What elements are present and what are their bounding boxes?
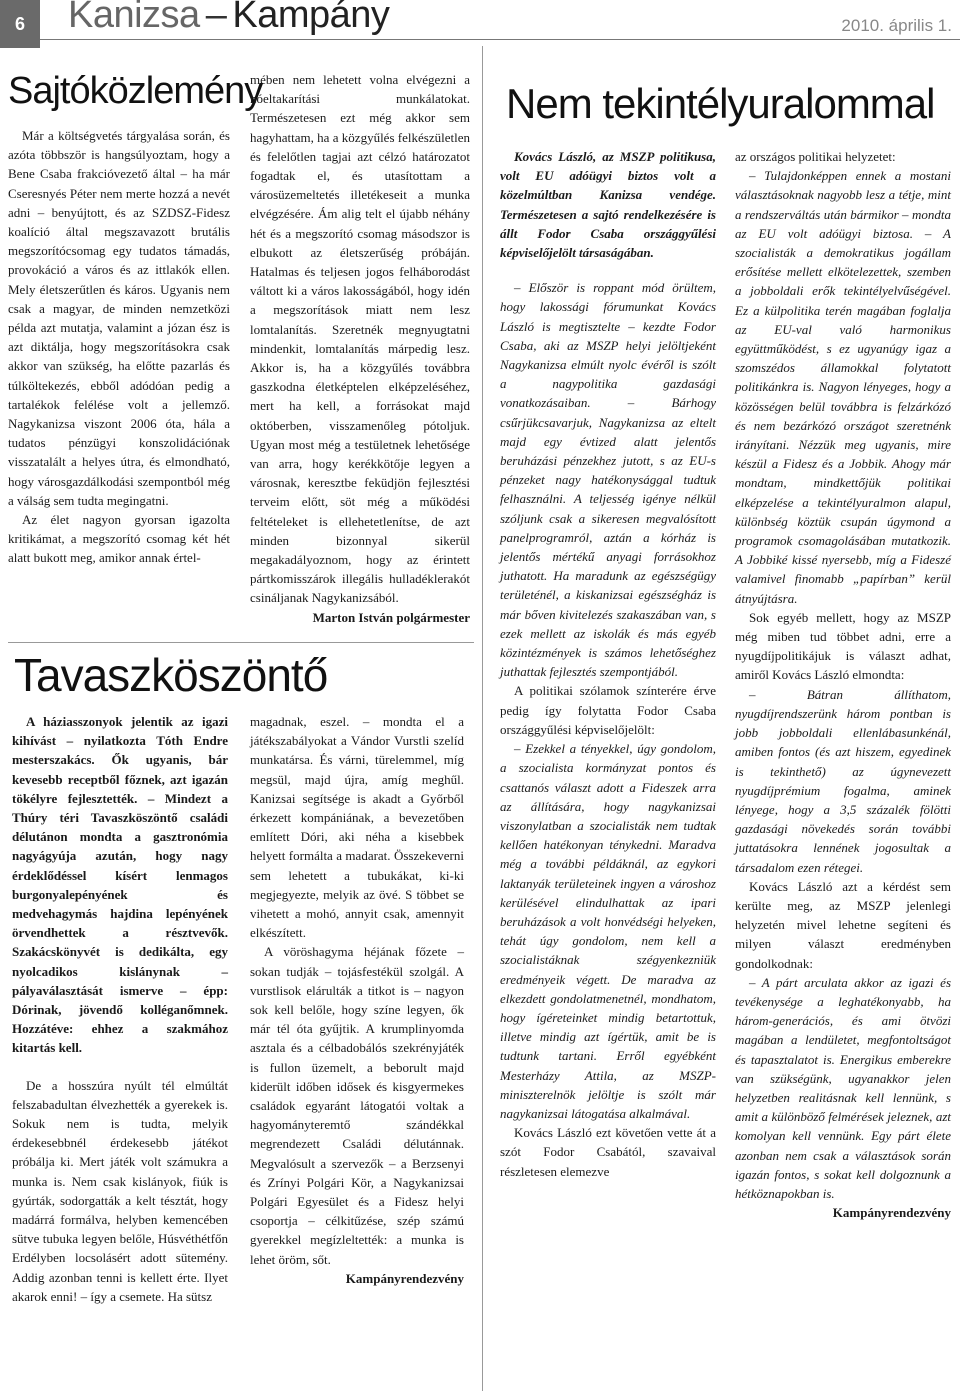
header-rule <box>40 39 960 40</box>
interview-lead: Kovács László, az MSZP politikusa, volt EU adóügyi biztos volt a közelmúltban Kanizsa vendége. Természetesen a sajtó rendelkezésére is állt Fodor Csaba országgyűlési képviselőjelölt társaságában. <box>500 149 716 261</box>
spring-event-paragraph: magadnak, eszel. – mondta el a játékszabályokat a Vándor Vurstli szelíd munkatársa. És várni, türelemmel, míg megsül, majd újra, amíg meghűl. Kanizsai segítsége is akadt a Győrből érkezett kompániának, a bevezetőben említett Dóri, aki néha a kisebbek helyett formálta a madarat. Összekeverni sem lehetett a tubukákat, ki-ki megjegyezte, melyik az övé. S többet se vihetett a mohó, annyit csak, amennyit elkészített. <box>250 714 464 941</box>
press-release-paragraph: mében nem lehetett volna elvégezni a hóeltakarítási munkálatokat. Természetesen ezt még akkor sem hagyhattam, ha a közgyűlés felkészületlen és felelőtlen tagjai azt célzó határozatot fogadtak el, és utasítottam a városüzemeltetés illetékeseit a munka elvégzésére. Ám alig telt el újabb néhány hét és a megszorító csomag másodszor is elbukott az életszerűség próbáján. Hatalmas és teljesen jogos felháborodást váltott ki a város lakosságából, hogy idén a megszorítások miatt nem lesz lomtalanítás. Szeretnék megnyugtatni mindenkit, lomtalanítás márpedig lesz. Akkor is, ha a közgyűlés továbbra gaszkodna életképtelen elképzeléséhez, mert ha kell, a forrásokat majd októberben, visszamenőleg pótoljuk. Ugyan most még a testületnek lehetősége van arra, hogy kerékkötője legyen a városnak, keresztbe feküdjön fejlesztési terveim előtt, söt még a működési feltételeket is ellehetetlenítse, de azt minden bizonnyal sikerül megakadályoznom, hogy az érintett pártkomisszárok illegális hulladéklerakót csináljanak Nagykanizsából. <box>250 72 470 606</box>
interview-column-1 <box>500 147 716 1181</box>
column-divider <box>482 46 483 1391</box>
press-release-title: Sajtóközlemény <box>8 70 263 112</box>
interview-paragraph: – A párt arculata akkor az igazi és tevékenysége a leghatékonyabb, ha három-generációs, és ami ötvözi magában a lendületet, megfontoltságot és tapasztalatot is. Energikus emberekre van szükségünk, ugyanakkor jelen helyzetben realitásnak kell lennünk, s amit a különböző felmérések jeleznek, azt komolyan kell vennünk. Egy párt élete azonban nem csak a választások során igazán fontos, s sokat kell dolgoznunk a hétköznapokban is. <box>735 974 951 1201</box>
interview-signature: Kampányrendezvény <box>832 1205 951 1221</box>
interview-column-2 <box>735 147 951 1222</box>
press-release-signature: Marton István polgármester <box>312 609 470 625</box>
interview-paragraph: az országos politikai helyzetet: <box>735 149 896 164</box>
issue-date: 2010. április 1. <box>841 16 952 35</box>
masthead-dash: – <box>205 0 227 36</box>
interview-title: Nem tekintélyuralommal <box>506 80 935 127</box>
spring-event-lead: A háziasszonyok jelentik az igazi kihívást – nyilatkozta Tóth Endre mesterszakács. Ők ugyanis, bár kevesebb receptből főznek, azt igazán tökélyre fejlesztették. – Mindezt a Thúry téri Tavaszköszöntő családi délutánon mondta a gasztronómia nagyágyúja azután, hogy nagy érdeklődéssel kísért lenmagos burgonyalepényének és medvehagymás hajdina lepényének örvendhettek a résztvevők. Szakácskönyvét is dedikálta, egy nyolcadikos kislánynak – pályaválasztását ismerve – épp: Dórinak, jövendő kolléganőmnek. Hozzátéve: ehhez a szakmához kitartás kell. <box>12 714 228 1056</box>
press-release-column-1 <box>8 126 230 568</box>
article-divider <box>8 642 474 643</box>
press-release-column-2 <box>250 70 470 627</box>
spring-event-paragraph: De a hosszúra nyúlt tél elmúltát felszabadultan élvezhették a gyerekek is. Sokuk nem is tudta, melyik érdekesebbnél érdekesebb játékot próbálja ki. Mert játék volt számukra a munka is. Nem csak kislányok, fiúk is gyúrták, sodorgatták a kelt tésztát, hogy madárrá formálva, helyben kemencében sütve tubuka legyen belőle, Húsvéthétfőn Erdélyben locsolásért adott sütemény. Addig azonban tenni is kellett érte. Ilyet akarok enni! – így a csemete. Ha sütsz <box>12 1077 228 1304</box>
interview-paragraph: – Tulajdonképpen ennek a mostani választásoknak nagyobb lesz a tétje, mint a rendszerváltás után bármikor – mondta az EU volt adóügyi biztosa. – A szocialisták a demokratikus jogállam erősítése mellett elkötelezettek, szemben a jobboldali erők tekintélyelvűségével. Ez a külpolitika terén magában foglalja az EU-val való harmonikus együttműködést, s ez ugyanúgy igaz a szomszédos államokkal folytatott politikánkra is. Nagyon lényeges, hogy a közösségen belül továbbra is felzárkózó és nem bezárkózó országot szeretnénk irányítani. Nézzük meg ugyanis, mire készül a Fidesz és a Jobbik. Ahogy már mondtam, mindkettőjük politikai elképzelése a tekintélyuralmon alapul, különbség köztük csupán úgymond a programok csomagolásában mutatkozik. A Jobbiké kissé nyersebb, míg a Fideszé valamivel finomabb „papírban” kerül átnyújtásra. <box>735 168 951 606</box>
spring-event-signature: Kampányrendezvény <box>345 1270 464 1286</box>
press-release-paragraph: Az élet nagyon gyorsan igazolta kritikámat, a megszorító csomag két hét alatt bukott meg, amikor annak értel- <box>8 512 230 566</box>
press-release-paragraph: Már a költségvetés tárgyalása során, és azóta többször is hangsúlyoztam, hogy a Bene Csaba frakcióvezető által – ha már Cseresnyés Péter nem merte hozzá a nevét adni – benyújtott, és az SZDSZ-Fidesz koalíció által megszavazott brutális megszorítócsomag egy tudatos támadás, provokáció a város és az ittlakók ellen. Mely életszerűtlen és káros. Ugyanis nem csak a magyar, de minden nemzetközi példa azt mutatja, valamint a józan ész is azt diktálja, hogy megszorításokra csak akkor van szükség, ha előtte pazarlás és túlköltekezés, ebből adódóan pedig a tartalékok felélése volt a jellemző. Nagykanizsa viszont 2006 óta, hála a tudatos pénzügyi konszolidációnak visszatalált a helyes útra, és elmondható, hogy városgazdálkodási szempontból még a válság sem tudta megingatni. <box>8 128 230 508</box>
spring-event-column-2 <box>250 712 464 1288</box>
interview-paragraph: Sok egyéb mellett, hogy az MSZP még miben tud többet adni, erre a nyugdíjpolitikájuk is választ adhat, amiről Kovács László elmondta: <box>735 609 951 683</box>
interview-paragraph: – Először is roppant mód örültem, hogy lakossági fórumunkat Kovács László is megtisztelte – kezdte Fodor Csaba, aki az MSZP helyi jelöltjeként Nagykanizsa elmúlt nyolc évéről is szólt a nagypolitika gazdasági vonatkozásaiban. – Bárhogy csűrjükcsavarjuk, Nagykanizsa az eltelt majd egy évtized alatt jelentős beruházási pénzekhez jutott, s az EU-s pénzeket nagy hatékonysággal tudtuk felhasználni. A teljesség igénye nélkül szóljunk csak a sikeresen megvalósított panelprogramról, aztán a kórház is jelentős mértékű anyagi forrásokhoz juthatott. Ha maradunk az egészségügy területénél, a kiskanizsai egészségház is már bőven kivitelezés szakaszában van, s ezek mellett az iskolák és más egyéb közintézmények is számos lehetőséghez juthattak fejlesztés szempontjából. <box>500 280 716 680</box>
interview-paragraph: – Bátran állíthatom, nyugdíjrendszerünk három pontban is jobb jobboldali ellenlábasunkénál, amiben fontos (és azt hiszem, egyedinek is tekinthető) az úgynevezett nyugdíjprémium fogalma, aminek lényege, hogy a 3,5 százalék fölötti gazdasági növekedés során további juttatásokra lennének jogosultak a társadalom ezen rétegei. <box>735 686 951 875</box>
masthead-kampany: Kampány <box>232 0 390 36</box>
masthead-kanizsa: Kanizsa <box>68 0 200 36</box>
masthead <box>68 0 389 37</box>
spring-event-title: Tavaszköszöntő <box>14 649 328 701</box>
interview-paragraph: – Ezekkel a tényekkel, úgy gondolom, a szocialista kormányzat pontos és csattanós választ adott a Fideszek arra az állítására, hogy nagykanizsai viszonylatban a szocialisták nem tudtak kellően hatékonyan ténykedni. Maradva még a további példáknál, az egykori laktanyák területeinek ingyen a városhoz kerülésével elindulhattak az ipari beruházások a volt honvédségi helyeken, tehát úgy gondolom, nem kell a szocialistáknak szégyenkezniük eredményeik végett. De maradva az elkezdett gondolatmenetnél, mondhatom, hogy ígéreteinket mindig betartottuk, illetve mindig azt ígértük, amit be is tudtunk tartani. Erről egyébként Mesterházy Attila, az MSZP-miniszterelnök jelöltje is szólt már nagykanizsai látogatása alkalmával. <box>500 741 716 1121</box>
spring-event-column-1 <box>12 712 228 1306</box>
spring-event-paragraph: A vöröshagyma héjának főzete – sokan tudják – tojásfestékül szolgál. A vurstlisok elárulták a titkot is – nagyon sok kell belőle, hogy színe legyen, ők már tél óta gyűjtik. A krumplinyomda asztala és a célbadobálós szekrényjáték is fullon üzemelt, a beborult majd kiderült időben idősek és kisgyermekes családok egyaránt látogatói voltak a hagyományteremtő szándékkal megrendezett Családi délutánnak. Megvalósult a szervezők – a Berzsenyi és Zrínyi Polgári Kör, a Nagykanizsai Polgári Egyesület és a Fidesz helyi csoportja – célkitűzése, szép számú gyerekkel megízleltették: a munka is lehet öröm, sőt. <box>250 944 464 1267</box>
interview-paragraph: Kovács László ezt követően vette át a szót Fodor Csabától, szavaival részletesen elemezve <box>500 1125 716 1179</box>
interview-paragraph: Kovács László azt a kérdést sem kerülte meg, az MSZP jelenlegi helyzetén mivel lehetne segíteni és milyen választ eredményben gondolkodnak: <box>735 878 951 971</box>
page-number: 6 <box>0 0 40 48</box>
interview-paragraph: A politikai szólamok színterére érve pedig így folytatta Fodor Csaba országgyűlési képviselőjelölt: <box>500 683 716 737</box>
